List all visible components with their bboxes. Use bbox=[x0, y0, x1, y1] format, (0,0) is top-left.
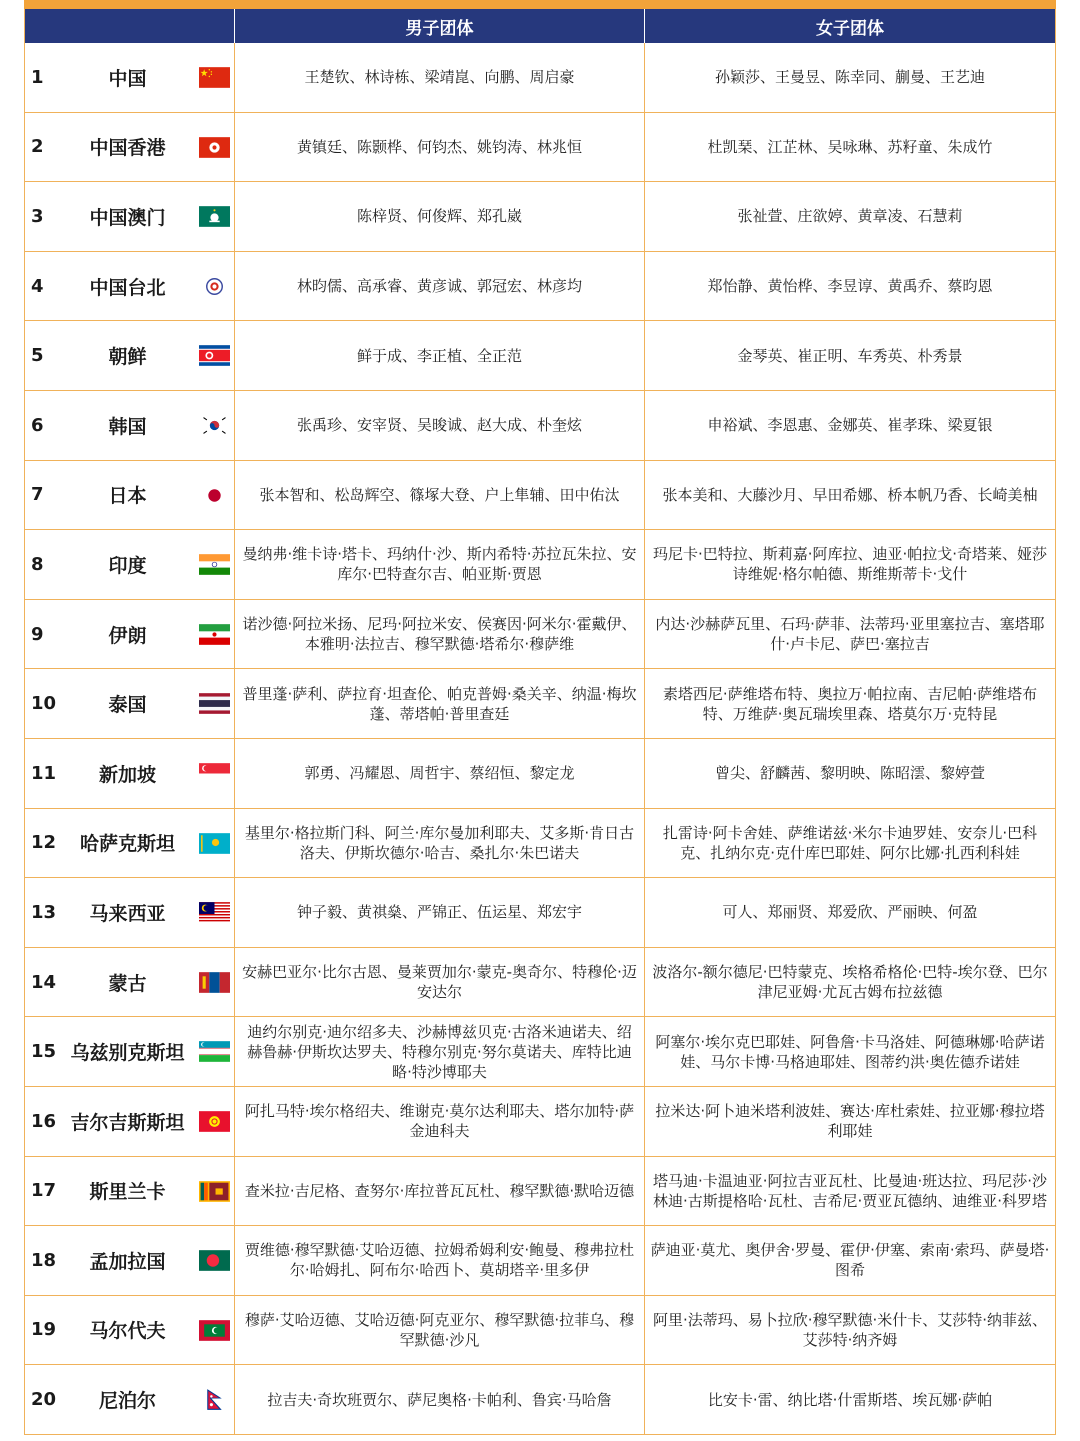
rank-number: 6 bbox=[31, 414, 44, 436]
country-name: 吉尔吉斯斯坦 bbox=[70, 1111, 185, 1134]
rank-number: 11 bbox=[31, 762, 57, 784]
mongolia-flag-icon bbox=[199, 972, 230, 993]
rank-number: 17 bbox=[31, 1180, 57, 1202]
women-team-players: 玛尼卡·巴特拉、斯莉嘉·阿库拉、迪亚·帕拉戈·奇塔莱、娅莎诗维妮·格尔帕德、斯维斯蒂卡·戈什 bbox=[652, 545, 1048, 584]
table-row bbox=[25, 321, 1055, 391]
header-women-team: 女子团体 bbox=[816, 18, 884, 39]
women-team-players: 波洛尔-额尔德尼·巴特蒙克、埃格希格伦·巴特-埃尔登、巴尔津尼亚姆·尤瓦古姆布拉兹德 bbox=[652, 963, 1048, 1002]
women-team-players: 塔马迪·卡温迪亚·阿拉吉亚瓦杜、比曼迪·班达拉、玛尼莎·沙林迪·古斯提格哈·瓦杜、吉希尼·贾亚瓦德纳、迪维亚·科罗塔 bbox=[652, 1171, 1048, 1210]
men-team-players: 安赫巴亚尔·比尔古恩、曼莱贾加尔·蒙克-奥奇尔、特穆伦·迈安达尔 bbox=[235, 948, 645, 1017]
country-cell bbox=[25, 461, 235, 530]
women-team-players: 曾尖、舒麟茜、黎明映、陈昭澐、黎婷萱 bbox=[714, 764, 985, 783]
rank-number: 15 bbox=[31, 1041, 57, 1063]
japan-flag-icon bbox=[199, 485, 230, 506]
china-flag-icon bbox=[199, 67, 230, 88]
country-cell bbox=[25, 1296, 235, 1365]
india-flag-icon bbox=[199, 554, 230, 575]
header-men-team: 男子团体 bbox=[235, 9, 645, 43]
top-banner-strip bbox=[24, 0, 1056, 9]
country-cell bbox=[25, 1087, 235, 1156]
table-row bbox=[25, 113, 1055, 183]
rank-number: 18 bbox=[31, 1249, 57, 1271]
country-cell bbox=[25, 669, 235, 738]
iran-flag-icon bbox=[199, 624, 230, 645]
rank-number: 20 bbox=[31, 1389, 57, 1411]
singapore-flag-icon bbox=[199, 763, 230, 784]
women-team-players: 拉米达·阿卜迪米塔利波娃、赛达·库杜索娃、拉亚娜·穆拉塔利耶娃 bbox=[655, 1102, 1045, 1141]
women-team-players: 素塔西尼·萨维塔布特、奥拉万·帕拉南、吉尼帕·萨维塔布特、万维萨·奥瓦瑞埃里森、塔莫尔万·克特昆 bbox=[662, 684, 1038, 723]
table-row bbox=[25, 1087, 1055, 1157]
men-team-players: 贾维德·穆罕默德·艾哈迈德、拉姆希姆利安·鲍曼、穆弗拉杜尔·哈姆扎、阿布尔·哈西卜、莫胡塔辛·里多伊 bbox=[235, 1226, 645, 1295]
women-team-players: 可人、郑丽贤、郑爱欣、严丽映、何盈 bbox=[722, 903, 978, 922]
men-team-players: 诺沙德·阿拉米扬、尼玛·阿拉米安、侯赛因·阿米尔·霍戴伊、本雅明·法拉吉、穆罕默德·塔希尔·穆萨维 bbox=[235, 600, 645, 669]
men-team-players: 钟子毅、黄祺燊、严锦正、伍运星、郑宏宇 bbox=[235, 878, 645, 947]
rank-number: 4 bbox=[31, 275, 44, 297]
women-team-players: 张本美和、大藤沙月、早田希娜、桥本帆乃香、长崎美柚 bbox=[662, 485, 1038, 504]
country-cell bbox=[25, 182, 235, 251]
country-name: 尼泊尔 bbox=[98, 1390, 156, 1413]
table-row bbox=[25, 1365, 1055, 1435]
country-cell bbox=[25, 878, 235, 947]
country-cell bbox=[25, 1365, 235, 1434]
country-cell bbox=[25, 530, 235, 599]
women-team-players: 申裕斌、李恩惠、金娜英、崔孝珠、梁夏银 bbox=[707, 416, 993, 435]
table-row bbox=[25, 391, 1055, 461]
rank-number: 12 bbox=[31, 832, 57, 854]
men-team-players: 基里尔·格拉斯门科、阿兰·库尔曼加利耶夫、艾多斯·肯日古洛夫、伊斯坎德尔·哈吉、桑扎尔·朱巴诺夫 bbox=[235, 809, 645, 878]
rank-number: 3 bbox=[31, 205, 44, 227]
women-team-players: 阿塞尔·埃尔克巴耶娃、阿鲁詹·卡马洛娃、阿德琳娜·哈萨诺娃、马尔卡博·马格迪耶娃、图蒂约洪·奥佐德乔诺娃 bbox=[655, 1032, 1045, 1071]
rank-number: 5 bbox=[31, 345, 44, 367]
country-cell bbox=[25, 600, 235, 669]
country-cell bbox=[25, 1226, 235, 1295]
table-row bbox=[25, 739, 1055, 809]
table-row bbox=[25, 1017, 1055, 1087]
country-name: 哈萨克斯坦 bbox=[79, 833, 175, 856]
men-team-players: 穆萨·艾哈迈德、艾哈迈德·阿克亚尔、穆罕默德·拉菲乌、穆罕默德·沙凡 bbox=[235, 1296, 645, 1365]
men-team-players: 鲜于成、李正植、全正范 bbox=[235, 321, 645, 390]
women-team-players: 扎雷诗·阿卡舍娃、萨维诺兹·米尔卡迪罗娃、安奈儿·巴科克、扎纳尔克·克什库巴耶娃、阿尔比娜·扎西利科娃 bbox=[662, 823, 1038, 862]
country-name: 蒙古 bbox=[108, 972, 147, 995]
south-korea-flag-icon bbox=[199, 415, 230, 436]
country-name: 日本 bbox=[108, 485, 147, 508]
rank-number: 7 bbox=[31, 484, 44, 506]
men-team-players: 林昀儒、高承睿、黄彦诚、郭冠宏、林彦均 bbox=[235, 252, 645, 321]
women-team-players: 金琴英、崔正明、车秀英、朴秀景 bbox=[737, 346, 963, 365]
country-name: 印度 bbox=[108, 554, 147, 577]
country-name: 新加坡 bbox=[98, 763, 156, 786]
country-cell bbox=[25, 1017, 235, 1086]
women-team-players: 内达·沙赫萨瓦里、石玛·萨菲、法蒂玛·亚里塞拉吉、塞塔耶什·卢卡尼、萨巴·塞拉吉 bbox=[655, 615, 1045, 654]
rank-number: 13 bbox=[31, 901, 57, 923]
hong-kong-flag-icon bbox=[199, 137, 230, 158]
country-name: 伊朗 bbox=[108, 624, 147, 647]
macau-flag-icon bbox=[199, 206, 230, 227]
country-cell bbox=[25, 391, 235, 460]
table-row bbox=[25, 182, 1055, 252]
country-name: 中国香港 bbox=[89, 137, 166, 160]
country-name: 中国 bbox=[108, 67, 147, 90]
women-team-players: 比安卡·雷、纳比塔·什雷斯塔、埃瓦娜·萨帕 bbox=[707, 1390, 993, 1409]
men-team-players: 张禹珍、安宰贤、吴晙诚、赵大成、朴奎炫 bbox=[235, 391, 645, 460]
maldives-flag-icon bbox=[199, 1320, 230, 1341]
kazakhstan-flag-icon bbox=[199, 833, 230, 854]
women-team-players: 杜凯琹、江芷林、吴咏琳、苏籽童、朱成竹 bbox=[707, 137, 993, 156]
rank-number: 19 bbox=[31, 1319, 57, 1341]
bangladesh-flag-icon bbox=[199, 1250, 230, 1271]
table-row bbox=[25, 878, 1055, 948]
country-cell bbox=[25, 809, 235, 878]
rank-number: 10 bbox=[31, 693, 57, 715]
country-name: 马尔代夫 bbox=[89, 1320, 166, 1343]
women-team-players: 郑怡静、黄怡桦、李昱谆、黄禹乔、蔡昀恩 bbox=[707, 277, 993, 296]
table-row bbox=[25, 461, 1055, 531]
men-team-players: 拉吉夫·奇坎班贾尔、萨尼奥格·卡帕利、鲁宾·马哈詹 bbox=[235, 1365, 645, 1434]
country-cell bbox=[25, 1157, 235, 1226]
men-team-players: 陈梓贤、何俊辉、郑孔崴 bbox=[235, 182, 645, 251]
table-row bbox=[25, 1226, 1055, 1296]
team-roster-table bbox=[24, 9, 1056, 1435]
country-cell bbox=[25, 948, 235, 1017]
table-row bbox=[25, 252, 1055, 322]
women-team-players: 萨迪亚·莫尤、奥伊舍·罗曼、霍伊·伊塞、索南·索玛、萨曼塔·图希 bbox=[650, 1241, 1050, 1280]
women-team-players: 孙颖莎、王曼昱、陈幸同、蒯曼、王艺迪 bbox=[714, 68, 985, 87]
table-row bbox=[25, 669, 1055, 739]
header-blank-cell bbox=[25, 9, 235, 43]
country-name: 中国澳门 bbox=[89, 206, 166, 229]
country-name: 孟加拉国 bbox=[89, 1250, 166, 1273]
sri-lanka-flag-icon bbox=[199, 1181, 230, 1202]
men-team-players: 曼纳弗·维卡诗·塔卡、玛纳什·沙、斯内希特·苏拉瓦朱拉、安库尔·巴特查尔吉、帕亚斯·贾恩 bbox=[235, 530, 645, 599]
men-team-players: 阿扎马特·埃尔格绍夫、维谢克·莫尔达利耶夫、塔尔加特·萨金迪科夫 bbox=[235, 1087, 645, 1156]
thailand-flag-icon bbox=[199, 693, 230, 714]
country-cell bbox=[25, 739, 235, 808]
country-name: 斯里兰卡 bbox=[89, 1181, 166, 1204]
table-body bbox=[25, 43, 1055, 1435]
men-team-players: 普里蓬·萨利、萨拉育·坦查伦、帕克普姆·桑关辛、纳温·梅坎蓬、蒂塔帕·普里查廷 bbox=[235, 669, 645, 738]
rank-number: 8 bbox=[31, 553, 44, 575]
country-name: 朝鲜 bbox=[108, 346, 147, 369]
men-team-players: 查米拉·吉尼格、查努尔·库拉普瓦瓦杜、穆罕默德·默哈迈德 bbox=[235, 1157, 645, 1226]
table-header bbox=[25, 9, 1055, 43]
country-cell bbox=[25, 43, 235, 112]
uzbekistan-flag-icon bbox=[199, 1041, 230, 1062]
country-name: 泰国 bbox=[108, 694, 147, 717]
north-korea-flag-icon bbox=[199, 345, 230, 366]
kyrgyzstan-flag-icon bbox=[199, 1111, 230, 1132]
rank-number: 1 bbox=[31, 66, 44, 88]
table-row bbox=[25, 809, 1055, 879]
rank-number: 9 bbox=[31, 623, 44, 645]
men-team-players: 张本智和、松岛辉空、篠塚大登、户上隼辅、田中佑汰 bbox=[235, 461, 645, 530]
men-team-players: 王楚钦、林诗栋、梁靖崑、向鹏、周启豪 bbox=[235, 43, 645, 112]
country-name: 马来西亚 bbox=[89, 902, 166, 925]
country-cell bbox=[25, 113, 235, 182]
nepal-flag-icon bbox=[199, 1389, 230, 1410]
rank-number: 16 bbox=[31, 1110, 57, 1132]
country-cell bbox=[25, 321, 235, 390]
men-team-players: 迪约尔别克·迪尔绍多夫、沙赫博兹贝克·古洛米迪诺夫、绍赫鲁赫·伊斯坎达罗夫、特穆尔别克·努尔莫诺夫、库特比迪略·特沙博耶夫 bbox=[235, 1017, 645, 1086]
women-team-players: 阿里·法蒂玛、易卜拉欣·穆罕默德·米什卡、艾莎特·纳菲兹、艾莎特·纳齐姆 bbox=[652, 1310, 1048, 1349]
table-row bbox=[25, 43, 1055, 113]
table-row bbox=[25, 1157, 1055, 1227]
women-team-players: 张祉萱、庄欲婷、黄章凌、石慧莉 bbox=[737, 207, 963, 226]
men-team-players: 郭勇、冯耀恩、周哲宇、蔡绍恒、黎定龙 bbox=[235, 739, 645, 808]
men-team-players: 黄镇廷、陈颢桦、何钧杰、姚钧涛、林兆恒 bbox=[235, 113, 645, 182]
malaysia-flag-icon bbox=[199, 902, 230, 923]
rank-number: 2 bbox=[31, 136, 44, 158]
chinese-taipei-flag-icon bbox=[199, 276, 230, 297]
table-row bbox=[25, 948, 1055, 1018]
country-name: 韩国 bbox=[108, 415, 147, 438]
country-name: 中国台北 bbox=[89, 276, 166, 299]
rank-number: 14 bbox=[31, 971, 57, 993]
country-name: 乌兹别克斯坦 bbox=[70, 1042, 185, 1065]
table-row bbox=[25, 530, 1055, 600]
country-cell bbox=[25, 252, 235, 321]
table-row bbox=[25, 600, 1055, 670]
table-row bbox=[25, 1296, 1055, 1366]
